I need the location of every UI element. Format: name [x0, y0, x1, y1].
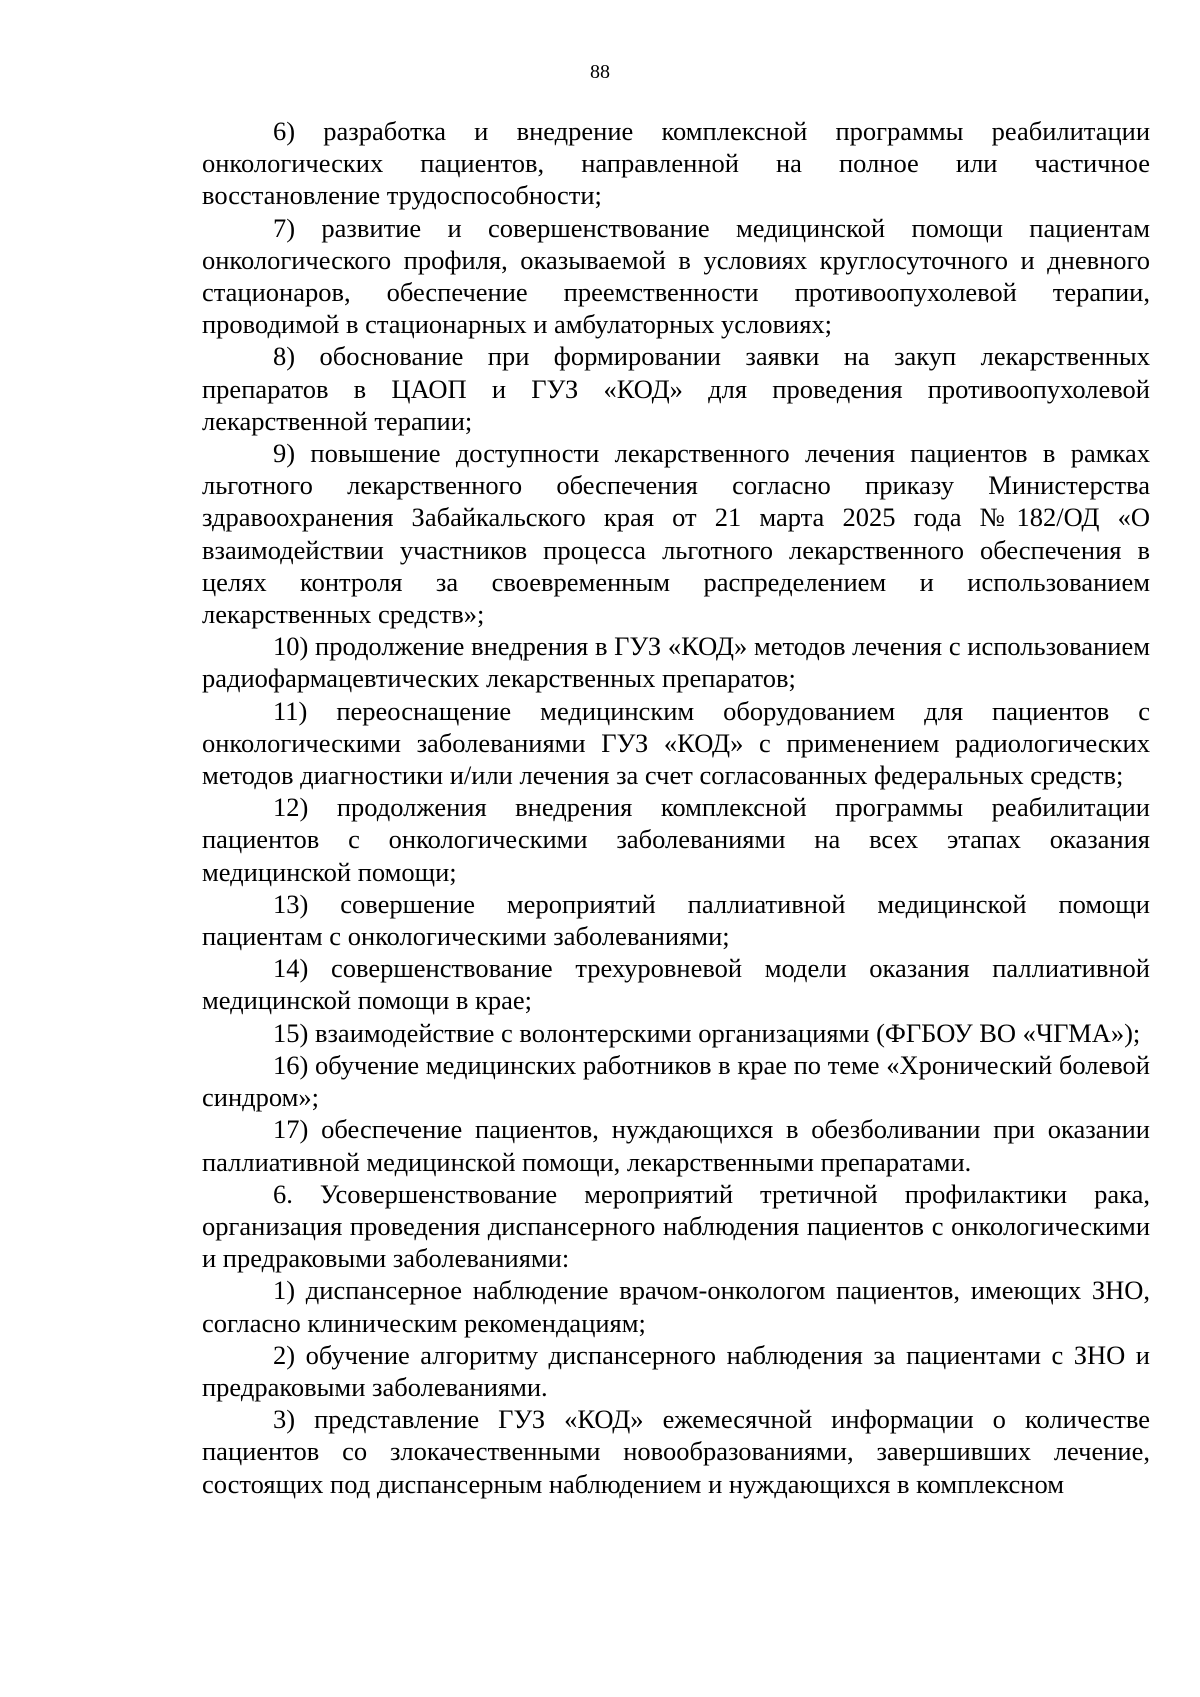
paragraph-item-7: 7) развитие и совершенствование медицинской помощи пациентам онкологического профиля, оказываемой в условиях круглосуточного и дневного стационаров, обеспечение преемственности противоопухолевой терапии, проводимой в стационарных и амбулаторных условиях;	[202, 212, 1150, 340]
paragraph-item-14: 14) совершенствование трехуровневой модели оказания паллиативной медицинской помощи в крае;	[202, 953, 1150, 1016]
paragraph-item-17: 17) обеспечение пациентов, нуждающихся в обезболивании при оказании паллиативной медицинской помощи, лекарственными препаратами.	[202, 1114, 1150, 1177]
paragraph-item-9: 9) повышение доступности лекарственного лечения пациентов в рамках льготного лекарственного обеспечения согласно приказу Министерства здравоохранения Забайкальского края от 21 марта 2025 года №182/ОД «О взаимодействии участников процесса льготного лекарственного обеспечения в целях контроля за своевременным распределением и использованием лекарственных средств»;	[202, 438, 1150, 630]
paragraph-item-15: 15) взаимодействие с волонтерскими организациями (ФГБОУ ВО «ЧГМА»);	[273, 1017, 1141, 1048]
paragraph-item-13: 13) совершение мероприятий паллиативной медицинской помощи пациентам с онкологическими заболеваниями;	[202, 888, 1150, 952]
paragraph-subitem-3: 3) представление ГУЗ «КОД» ежемесячной информации о количестве пациентов со злокачественными новообразованиями, завершивших лечение, состоящих под диспансерным наблюдением и нуждающихся в комплексном	[202, 1404, 1150, 1499]
paragraph-item-16: 16) обучение медицинских работников в крае по теме «Хронический болевой синдром»;	[202, 1049, 1150, 1113]
paragraph-item-8: 8) обоснование при формировании заявки на закуп лекарственных препаратов в ЦАОП и ГУЗ «КОД» для проведения противоопухолевой лекарственной терапии;	[202, 341, 1150, 436]
section-heading-6: 6. Усовершенствование мероприятий третичной профилактики рака, организация проведения диспансерного наблюдения пациентов с онкологическими и предраковыми заболеваниями:	[202, 1178, 1150, 1274]
paragraph-item-11: 11) переоснащение медицинским оборудованием для пациентов с онкологическими заболеваниями ГУЗ «КОД» с применением радиологических методов диагностики и/или лечения за счет согласованных федеральных средств;	[202, 695, 1150, 791]
document-body	[202, 115, 1150, 1500]
paragraph-subitem-1: 1) диспансерное наблюдение врачом-онкологом пациентов, имеющих ЗНО, согласно клиническим рекомендациям;	[202, 1275, 1150, 1338]
paragraph-item-6: 6) разработка и внедрение комплексной программы реабилитации онкологических пациентов, направленной на полное или частичное восстановление трудоспособности;	[202, 116, 1150, 211]
paragraph-subitem-2: 2) обучение алгоритму диспансерного наблюдения за пациентами с ЗНО и предраковыми заболеваниями.	[202, 1339, 1150, 1402]
page-number: 88	[590, 61, 610, 83]
paragraph-item-10: 10) продолжение внедрения в ГУЗ «КОД» методов лечения с использованием радиофармацевтических лекарственных препаратов;	[202, 631, 1150, 694]
paragraph-item-12: 12) продолжения внедрения комплексной программы реабилитации пациентов с онкологическими заболеваниями на всех этапах оказания медицинской помощи;	[202, 792, 1150, 887]
